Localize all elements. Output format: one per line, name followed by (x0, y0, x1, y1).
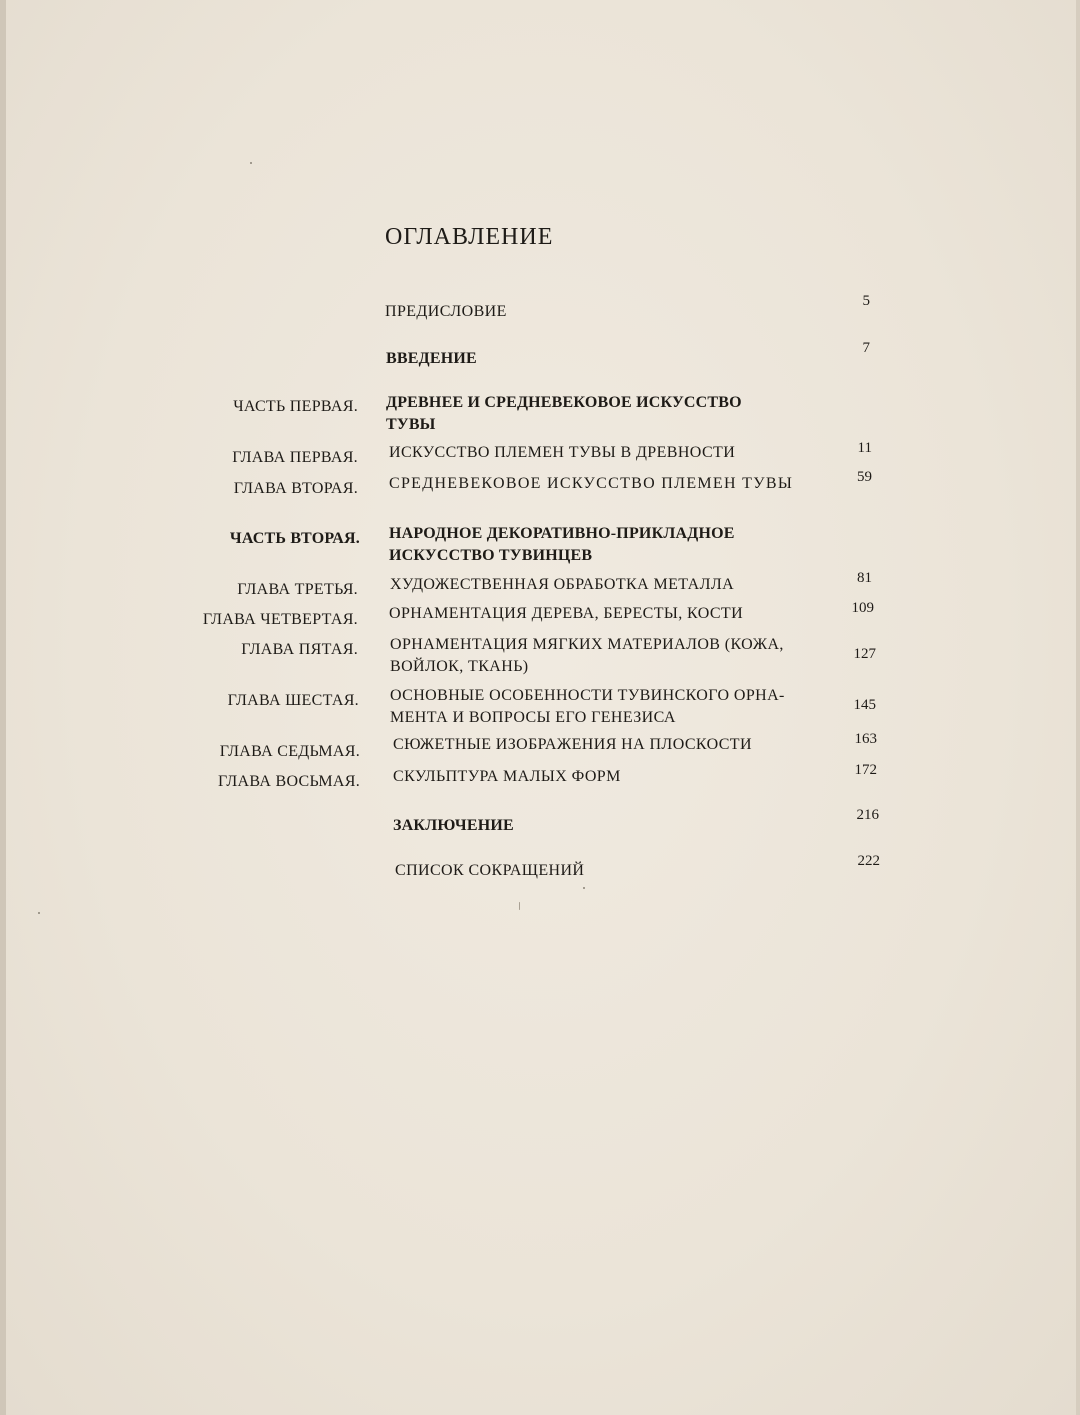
toc-entry-page: 11 (857, 440, 872, 456)
toc-entry-text: ПРЕДИСЛОВИЕ (385, 303, 507, 320)
toc-entry-text: ИСКУССТВО ПЛЕМЕН ТУВЫ В ДРЕВНОСТИ (389, 444, 736, 461)
toc-part-label: ЧАСТЬ ПЕРВАЯ. (233, 398, 358, 415)
toc-entry-page: 163 (854, 731, 877, 747)
toc-chapter-label: ГЛАВА ШЕСТАЯ. (227, 692, 359, 709)
toc-chapter-label: ГЛАВА ПЯТАЯ. (241, 641, 358, 658)
toc-chapter-label: ГЛАВА ЧЕТВЕРТАЯ. (202, 611, 358, 628)
toc-entry-page: 81 (857, 570, 872, 586)
page-title: ОГЛАВЛЕНИЕ (385, 224, 554, 250)
toc-entry-text: СЮЖЕТНЫЕ ИЗОБРАЖЕНИЯ НА ПЛОСКОСТИ (393, 736, 752, 753)
toc-entry-text: ЗАКЛЮЧЕНИЕ (393, 817, 514, 834)
toc-entry-text: СПИСОК СОКРАЩЕНИЙ (395, 862, 585, 879)
toc-chapter-label: ГЛАВА ПЕРВАЯ. (232, 449, 358, 466)
toc-entry-page: 127 (853, 646, 876, 662)
toc-entry-page: 59 (857, 469, 872, 485)
toc-entry-text: ОСНОВНЫЕ ОСОБЕННОСТИ ТУВИНСКОГО ОРНА-МЕНТА И ВОПРОСЫ ЕГО ГЕНЕЗИСА (390, 687, 785, 726)
toc-chapter-label: ГЛАВА ВТОРАЯ. (233, 480, 358, 497)
toc-entry-text: ХУДОЖЕСТВЕННАЯ ОБРАБОТКА МЕТАЛЛА (390, 576, 735, 593)
paper-speck (250, 162, 252, 164)
toc-entry-text: ОРНАМЕНТАЦИЯ ДЕРЕВА, БЕРЕСТЫ, КОСТИ (389, 605, 744, 622)
toc-part-text: ДРЕВНЕЕ И СРЕДНЕВЕКОВОЕ ИСКУССТВО ТУВЫ (386, 394, 742, 433)
toc-entry-text: ВВЕДЕНИЕ (386, 350, 477, 367)
toc-entry-page: 145 (853, 697, 876, 713)
toc-part-label: ЧАСТЬ ВТОРАЯ. (229, 530, 360, 547)
page-right-edge (1076, 0, 1080, 1415)
paper-speck (583, 887, 585, 889)
toc-entry-page: 7 (862, 340, 870, 356)
toc-entry-page: 222 (857, 853, 880, 869)
toc-entry-text: ОРНАМЕНТАЦИЯ МЯГКИХ МАТЕРИАЛОВ (КОЖА, ВОЙЛОК, ТКАНЬ) (390, 636, 784, 675)
toc-chapter-label: ГЛАВА ВОСЬМАЯ. (218, 773, 360, 790)
toc-entry-text: СРЕДНЕВЕКОВОЕ ИСКУССТВО ПЛЕМЕН ТУВЫ (389, 475, 794, 492)
toc-chapter-label: ГЛАВА ТРЕТЬЯ. (237, 581, 358, 598)
toc-entry-page: 216 (856, 807, 879, 823)
toc-chapter-label: ГЛАВА СЕДЬМАЯ. (219, 743, 360, 760)
toc-entry-page: 172 (854, 762, 877, 778)
toc-entry-page: 5 (862, 293, 870, 309)
paper-speck (38, 912, 40, 914)
toc-part-text: НАРОДНОЕ ДЕКОРАТИВНО-ПРИКЛАДНОЕ ИСКУССТВО ТУВИНЦЕВ (389, 525, 735, 564)
paper-speck (519, 902, 520, 910)
page-left-edge (0, 0, 6, 1415)
toc-entry-text: СКУЛЬПТУРА МАЛЫХ ФОРМ (393, 768, 621, 785)
toc-entry-page: 109 (851, 600, 874, 616)
